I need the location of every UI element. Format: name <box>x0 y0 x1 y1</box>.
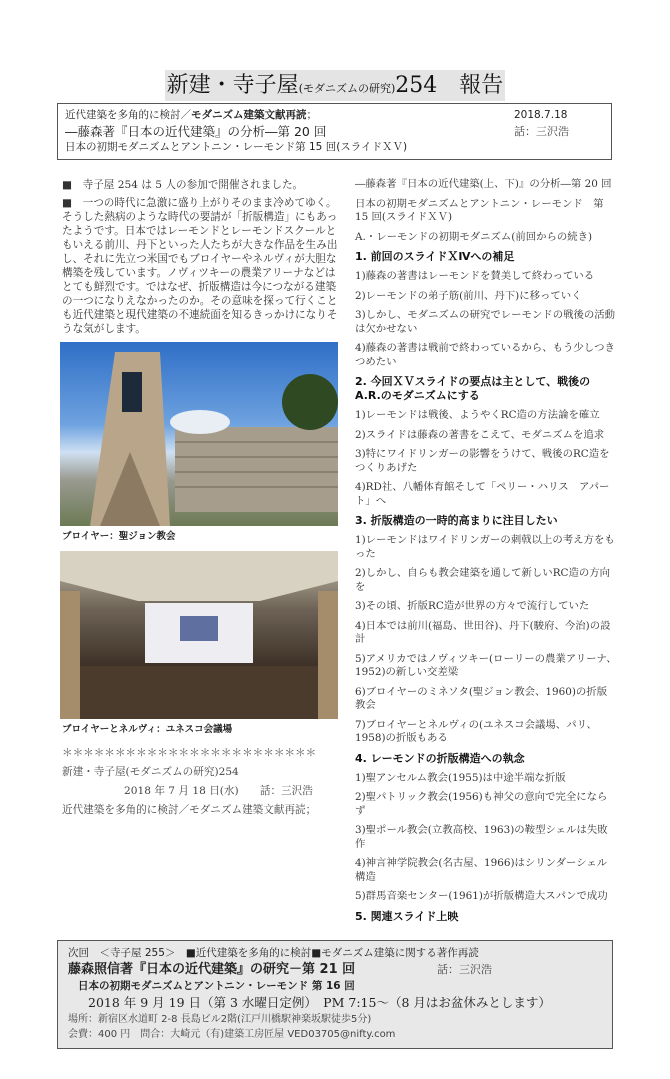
section-item: 6)ブロイヤーのミネソタ(聖ジョン教会、1960)の折版教会 <box>355 685 608 711</box>
intro-paragraph: ■ 一つの時代に急激に盛り上がりそのまま冷めてゆく。そうした熱病のような時代の要請が「折版構造」にもあったようです。日本ではレーモンドとレーモンドスクールともいえる前川、丹下といった人たちが大きな作品を生み出し、それに先立つ米国でもブロイヤーやネルヴィが大胆な構築を残しています。ノヴィツキーの農業アリーナなどはとても鮮烈です。ではなぜ、折版構造は今につながる建築の一つになりえなかったのか。その意味を探って行くことも近代建築と現代建築の不連続面を知るきっかけになりそうな気がします。 <box>62 197 338 335</box>
info-box <box>57 103 612 160</box>
section-item: 3)聖ポール教会(立教高校、1963)の鞍型シェルは失敗作 <box>355 824 608 850</box>
summary-theme: 近代建築を多角的に検討／モダニズム建築文献再読； <box>62 804 317 816</box>
info-line3: 日本の初期モダニズムとアントニン・レーモンド第 15 回(スライドＸＶ) <box>65 141 408 153</box>
section-item: 5)アメリカではノヴィツキー(ローリーの農業アリーナ、1952)の新しい交差梁 <box>355 652 617 678</box>
star-divider: ＊＊＊＊＊＊＊＊＊＊＊＊＊＊＊＊＊＊＊＊＊＊＊＊ <box>62 747 317 759</box>
info-meta <box>514 108 604 155</box>
left-column <box>60 178 344 336</box>
section-heading: 1. 前回のスライドＸⅣへの補足 <box>355 250 515 263</box>
next-title-row <box>68 961 602 979</box>
left-column-wrapper <box>60 178 344 930</box>
two-columns <box>0 178 670 930</box>
photo-unesco-hall <box>60 551 338 719</box>
page-title <box>165 70 505 101</box>
section-item: 4)RD社、八幡体育館そして「ペリー・ハリス アパート」へ <box>355 481 610 507</box>
info-line2: ―藤森著『日本の近代建築』の分析―第 20 回 <box>65 124 327 139</box>
title-sub: (モダニズムの研究) <box>298 82 396 95</box>
attendance-text: ■ 寺子屋 254 は 5 人の参加で開催されました。 <box>62 179 304 191</box>
section-item: 1)レーモンドはワイドリンガーの刺戟以上の考え方をもった <box>355 534 615 560</box>
section-item: 1)聖アンセルム教会(1955)は中途半端な折版 <box>355 771 566 784</box>
section-heading: 4. レーモンドの折版構造への執念 <box>355 751 525 765</box>
info-line1 <box>65 108 504 123</box>
info-main <box>65 108 504 155</box>
right-intro-2: 日本の初期モダニズムとアントニン・レーモンド 第 15 回(スライドＸＶ) <box>355 197 604 223</box>
info-date: 2018.7.18 <box>514 109 568 121</box>
summary-date: 2018 年 7 月 18 日(水) 話：三沢浩 <box>124 785 313 797</box>
info-line1-plain: 近代建築を多角的に検討／ <box>65 109 191 121</box>
title-main: 新建・寺子屋 <box>166 73 299 98</box>
left-summary <box>60 744 344 820</box>
right-intro-3: A.・レーモンドの初期モダニズム(前回からの続き) <box>355 230 593 243</box>
next-line3: 日本の初期モダニズムとアントニン・レーモンド 第 16 回 <box>78 979 355 992</box>
section-item: 1)藤森の著書はレーモンドを賛美して終わっている <box>355 270 595 282</box>
photo-st-john-church <box>60 342 338 526</box>
title-report: 報告 <box>459 73 504 98</box>
right-intro-1: ―藤森著『日本の近代建築(上、下)』の分析―第 20 回 <box>355 178 612 190</box>
info-speaker: 話：三沢浩 <box>514 125 569 138</box>
next-speaker: 話：三沢浩 <box>437 962 492 976</box>
section-item: 4)日本では前川(福島、世田谷)、丹下(駿府、今治)の設計 <box>355 619 611 645</box>
section-item: 1)レーモンドは戦後、ようやくRC造の方法論を確立 <box>355 409 600 421</box>
section-item: 2)しかし、自らも教会建築を通して新しいRC造の方向を <box>355 567 611 593</box>
info-line1-bold: モダニズム建築文献再読 <box>191 109 307 121</box>
section-item: 2)スライドは藤森の著書をこえて、モダニズムを追求 <box>355 428 605 441</box>
section-item: 2)レーモンドの弟子筋(前川、丹下)に移っていく <box>355 289 582 302</box>
section-item: 3)しかし、モダニズムの研究でレーモンドの戦後の活動は欠かせない <box>355 309 616 335</box>
section-heading: 2. 今回ＸＶスライドの要点は主として、戦後の A.R.のモダニズムにする <box>355 375 591 402</box>
summary-title: 新建・寺子屋(モダニズムの研究)254 <box>62 766 239 778</box>
title-number: 254 <box>395 73 438 98</box>
next-date: 2018 年 9 月 19 日（第 3 水曜日定例） PM 7:15～（8 月はお盆休みとします） <box>88 994 551 1010</box>
next-contact: 会費：400 円 問合：大崎元（有)建築工房匠屋 VED03705@nifty.com <box>68 1028 396 1040</box>
section-item: 4)神言神学院教会(名古屋、1966)はシリンダーシェル構造 <box>355 857 608 883</box>
outline-sections <box>355 250 617 924</box>
section-item: 4)藤森の著書は戦前で終わっているから、もう少しつきつめたい <box>355 342 615 368</box>
next-line1: 次回 ＜寺子屋 255＞ ■近代建築を多角的に検討■モダニズム建築に関する著作再読 <box>68 946 479 959</box>
section-item: 5)群馬音楽センター(1961)が折版構造大スパンで成功 <box>355 890 608 902</box>
caption-photo-1: ブロイヤー：聖ジョン教会 <box>62 531 176 542</box>
section-heading: 3. 折版構造の一時的高まりに注目したい <box>355 514 558 527</box>
section-item: 2)聖パトリック教会(1956)も神父の意向で完全にならず <box>355 791 608 817</box>
caption-photo-2: ブロイヤーとネルヴィ：ユネスコ会議場 <box>62 724 233 735</box>
info-line1-end: ； <box>306 109 317 121</box>
section-item: 3)特にワイドリンガーの影響をうけて、戦後のRC造をつくりあげた <box>355 448 610 474</box>
next-line2: 藤森照信著『日本の近代建築』の研究－第 21 回 <box>68 961 356 977</box>
church-illustration <box>60 342 338 526</box>
section-item: 7)ブロイヤーとネルヴィの(ユネスコ会議場、パリ、1958)の折版もある <box>355 718 597 744</box>
next-place: 場所：新宿区水道町 2-8 長島ビル2階(江戸川橋駅神楽坂駅徒歩5分) <box>68 1013 372 1025</box>
right-column <box>355 178 617 930</box>
next-meeting-box <box>57 940 613 1049</box>
section-heading: 5. 関連スライド上映 <box>355 909 459 923</box>
hall-illustration <box>60 551 338 719</box>
section-item: 3)その頃、折版RC造が世界の方々で流行していた <box>355 600 590 612</box>
